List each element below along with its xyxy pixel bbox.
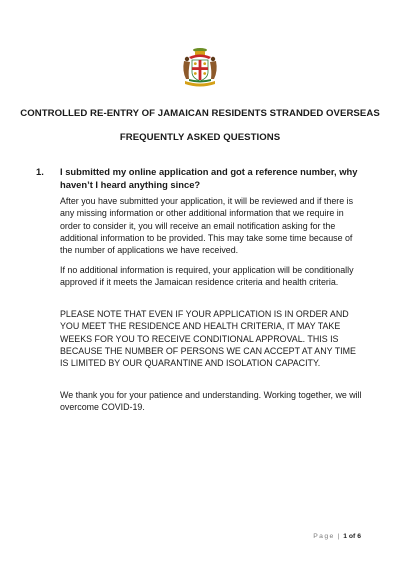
jamaica-coat-of-arms-icon <box>181 45 219 87</box>
answer-paragraph: If no additional information is required, your application will be conditionally approved if it meets the Jamaican residence criteria and health criteria. <box>60 265 354 288</box>
document-title: CONTROLLED RE-ENTRY OF JAMAICAN RESIDENTS STRANDED OVERSEAS <box>20 108 380 119</box>
answer-paragraph: After you have submitted your application, it will be reviewed and if there is any missing information or other additional information that we require in order to consider it, you will receive an email notification asking for the additional information to be provided. This may take some time because of the number of applications we have received. <box>60 196 354 256</box>
footer-separator: | <box>337 533 340 540</box>
document-subtitle: FREQUENTLY ASKED QUESTIONS <box>119 132 281 143</box>
page-label: Page <box>313 533 335 540</box>
page-number: 1 of 6 <box>343 533 361 540</box>
question-heading: I submitted my online application and got a reference number, why haven’t I heard anything since? <box>60 166 358 190</box>
answer-paragraph-notice: PLEASE NOTE THAT EVEN IF YOUR APPLICATION IS IN ORDER AND YOU MEET THE RESIDENCE AND HEALTH CRITERIA, IT MAY TAKE WEEKS FOR YOU TO RECEIVE CONDITIONAL APPROVAL. THIS IS BECAUSE THE NUMBER OF PERSONS WE CAN ACCEPT AT ANY TIME IS LIMITED BY OUR QUARANTINE AND ISOLATION CAPACITY. <box>60 309 356 369</box>
answer-paragraph: We thank you for your patience and understanding. Working together, we will overcome COVID-19. <box>60 390 362 413</box>
question-number: 1. <box>36 166 44 177</box>
page-footer <box>313 533 361 540</box>
